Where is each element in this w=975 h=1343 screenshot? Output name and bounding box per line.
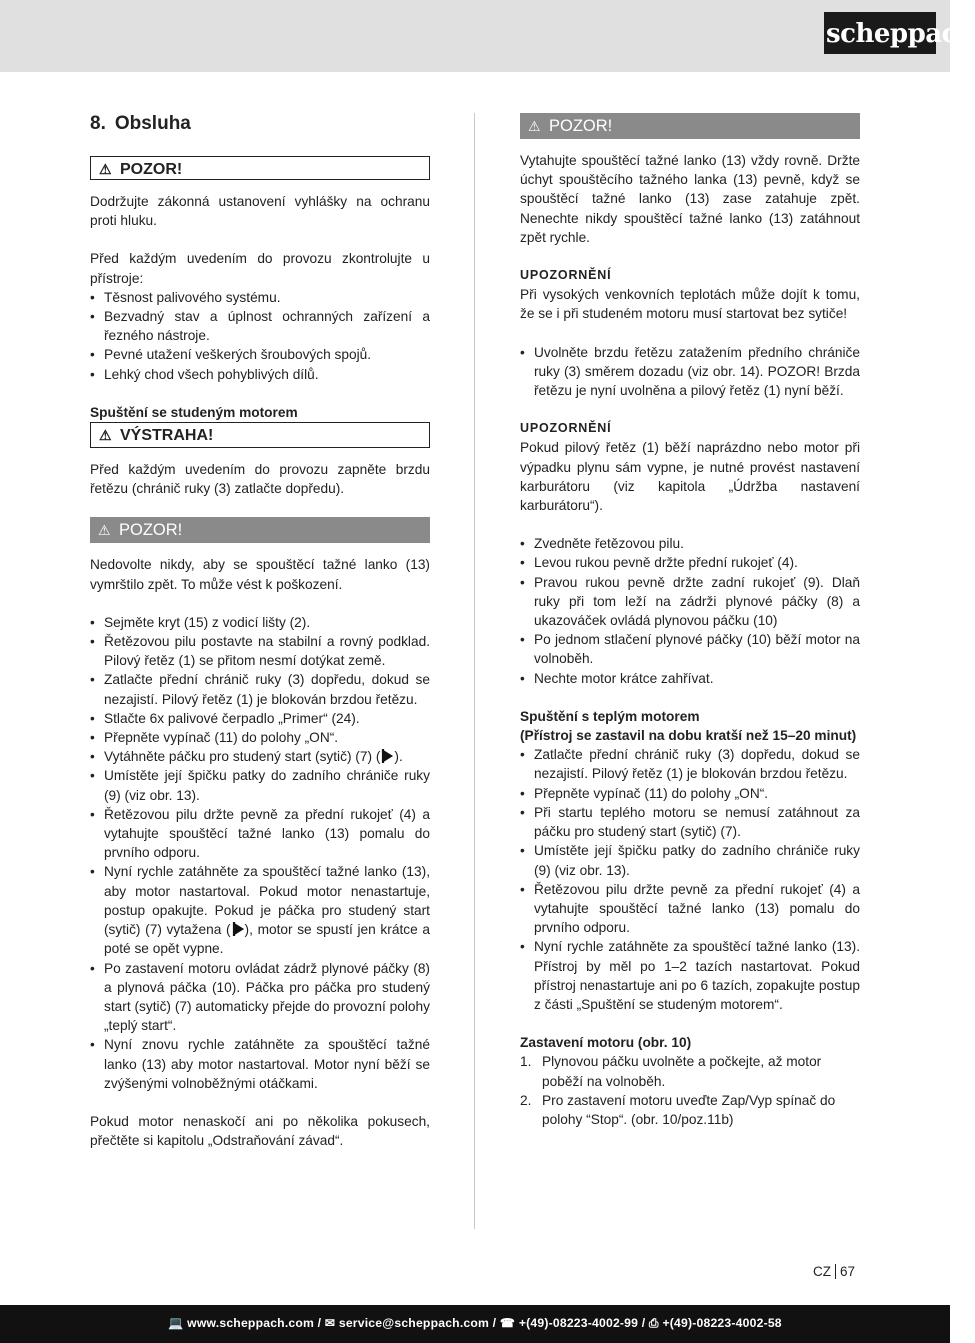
warm-start-subheading: (Přístroj se zastavil na dobu kratší než 15–20 minut) [520,728,857,744]
rope-handling-text: Vytahujte spouštěcí tažné lanko (13) vždy rovně. Držte úchyt spouštěcího tažného lanka (13) pevně, když se spouštěcí tažné lanko (13) zase zatahuje zpět. Nenechte nikdy spouštěcí tažné lanko (13) zatáhnout zpět rychle. [520,153,860,245]
section-title: Obsluha [114,113,191,134]
troubleshooting-reference: Pokud motor nenaskočí ani po několika pokusech, přečtěte si kapitolu „Odstraňování závad“. [90,1113,430,1149]
header-bar [0,0,975,72]
email-link[interactable]: service@scheppach.com [338,1316,490,1330]
note-text: Při vysokých venkovních teplotách může dojít k tomu, že se i při studeném motoru musí startovat bez sytiče! [520,287,860,322]
email-icon: ✉ [324,1316,336,1330]
warning-triangle-icon: ⚠ [99,161,112,177]
list-item: • Stlačte 6x palivové čerpadlo „Primer“ (24). [90,709,430,728]
column-divider [474,113,475,1229]
caution-box [90,156,430,180]
list-item: • Zatlačte přední chránič ruky (3) dopředu, dokud se nezajistí. Pilový řetěz (1) je blokován brzdou řetězu. [90,670,430,708]
fax-icon: ⎙ [648,1316,659,1330]
phone-icon: ☎ [499,1316,516,1330]
section-heading [90,112,430,136]
left-column [90,108,430,1150]
pre-check-intro: Před každým uvedením do provozu zkontrolujte u přístroje: [90,251,430,286]
cold-start-heading: Spuštění se studeným motorem [90,404,298,420]
list-item: • Zatlačte přední chránič ruky (3) dopředu, dokud se nezajistí. Pilový řetěz (1) je blokován brzdou řetězu. [520,745,860,783]
brand-logo: scheppach [824,12,936,54]
list-item: • Při startu teplého motoru se nemusí zatáhnout za páčku pro studený start (sytič) (7). [520,803,860,841]
fax-number: +(49)-08223-4002-58 [662,1316,782,1330]
choke-icon [381,747,393,765]
caution-label: POZOR! [120,161,183,178]
warning-box [90,422,430,448]
note-text: Pokud pilový řetěz (1) běží naprázdno nebo motor při výpadku plynu sám vypne, je nutné provést nastavení karburátoru (viz kapitola „Údržba nastavení karburátoru“). [520,440,860,514]
note-title: UPOZORNĚNÍ [520,421,612,436]
section-number: 8. [90,113,106,134]
list-item: • Těsnost palivového systému. [90,288,430,307]
warning-triangle-icon: ⚠ [528,118,541,134]
warm-start-steps [520,745,860,1014]
list-item: • Uvolněte brzdu řetězu zatažením předního chrániče ruky (3) směrem dozadu (viz obr. 14). POZOR! Brzda řetězu je nyní uvolněna a pilový řetěz (1) nyní běží. [520,343,860,401]
caution-label: POZOR! [119,521,183,540]
list-item: • Nechte motor krátce zahřívat. [520,669,860,688]
warning-label: VÝSTRAHA! [120,427,214,445]
list-item: • Řetězovou pilu držte pevně za přední rukojeť (4) a vytahujte spouštěcí tažné lanko (13) pomalu do prvního odporu. [520,880,860,938]
caution-banner [90,517,430,543]
check-list [90,288,430,384]
list-item: • Umístěte její špičku patky do zadního chrániče ruky (9) (viz obr. 13). [520,841,860,879]
list-item: • Nyní rychle zatáhněte za spouštěcí tažné lanko (13). Přístroj by měl po 1–2 tazích nastartovat. Pokud přístroj nenastartuje ani po 6 tazích, zopakujte postup z části „Spuštění se studeným motorem“. [520,937,860,1014]
cold-start-steps [90,613,430,1093]
page-number: CZ 67 [813,1264,856,1279]
note-title: UPOZORNĚNÍ [520,268,612,283]
list-item: • Lehký chod všech pohyblivých dílů. [90,365,430,384]
warning-triangle-icon: ⚠ [99,427,112,444]
noise-regulation-text: Dodržujte zákonná ustanovení vyhlášky na ochranu proti hluku. [90,194,430,229]
list-item: • Sejměte kryt (15) z vodicí lišty (2). [90,613,430,632]
list-item: • Pevné utažení veškerých šroubových spojů. [90,345,430,364]
list-item: • Bezvadný stav a úplnost ochranných zařízení a řezného nástroje. [90,307,430,345]
caution-label: POZOR! [549,117,613,135]
list-item: • Řetězovou pilu držte pevně za přední rukojeť (4) a vytahujte spouštěcí tažné lanko (13) pomalu do prvního odporu. [90,805,430,863]
list-item: • Vytáhněte páčku pro studený start (sytič) (7) ( ). [90,747,430,766]
brake-instruction: Před každým uvedením do provozu zapněte brzdu řetězu (chránič ruky (3) zatlačte dopředu). [90,462,430,497]
list-item: • Zvedněte řetězovou pilu. [520,534,860,553]
list-item: • Pravou rukou pevně držte zadní rukojeť (9). Dlaň ruky při tom leží na zádrži plynové páčky (8) a ukazováček ovládá plynovou páčku (10) [520,573,860,631]
list-item: • Nyní rychle zatáhněte za spouštěcí tažné lanko (13), aby motor nastartoval. Pokud motor nenastartuje, postup opakujte. Pokud je páčka pro studený start (sytič) (7) vytažena ( ), motor se spustí jen krátce a poté se opět vypne. [90,862,430,958]
rope-warning-text: Nedovolte nikdy, aby se spouštěcí tažné lanko (13) vymrštilo zpět. To může vést k poškození. [90,557,430,592]
choke-icon [232,920,244,938]
operation-list [520,534,860,688]
list-item: 1. Plynovou páčku uvolněte a počkejte, až motor poběží na volnoběh. [520,1054,822,1089]
stop-engine-steps [520,1052,860,1129]
stop-engine-heading: Zastavení motoru (obr. 10) [520,1035,692,1051]
list-item: • Po jednom stlačení plynové páčky (10) běží motor na volnoběh. [520,630,860,668]
list-item: • Po zastavení motoru ovládat zádrž plynové páčky (8) a plynová páčka (10). Páčka pro páčka pro studený start (sytič) (7) automaticky přejde do provozní polohy „teplý start“. [90,959,430,1036]
list-item: • Přepněte vypínač (11) do polohy „ON“. [520,784,860,803]
footer-bar: 💻 www.scheppach.com / ✉ service@scheppach.com / ☎ +(49)-08223-4002-99 / ⎙ +(49)-08223-4002-58 [0,1305,950,1343]
warning-triangle-icon: ⚠ [98,522,111,539]
website-link[interactable]: www.scheppach.com [187,1316,315,1330]
phone-number: +(49)-08223-4002-99 [518,1316,639,1330]
right-column [520,113,860,1129]
warm-start-heading: Spuštění s teplým motorem [520,708,700,724]
list-item: • Levou rukou pevně držte přední rukojeť (4). [520,553,860,572]
list-item: • Přepněte vypínač (11) do polohy „ON“. [90,728,430,747]
list-item: • Řetězovou pilu postavte na stabilní a rovný podklad. Pilový řetěz (1) se přitom nesmí dotýkat země. [90,632,430,670]
list-item: • Umístěte její špičku patky do zadního chrániče ruky (9) (viz obr. 13). [90,766,430,804]
computer-icon: 💻 [168,1316,184,1330]
caution-banner [520,113,860,139]
list-item: 2. Pro zastavení motoru uveďte Zap/Vyp spínač do polohy “Stop“. (obr. 10/poz.11b) [520,1092,836,1127]
list-item: • Nyní znovu rychle zatáhněte za spouštěcí tažné lanko (13) aby motor nastartoval. Motor nyní běží se zvýšenými volnoběžnými otáčkami. [90,1035,430,1093]
brake-release-list [520,343,860,401]
